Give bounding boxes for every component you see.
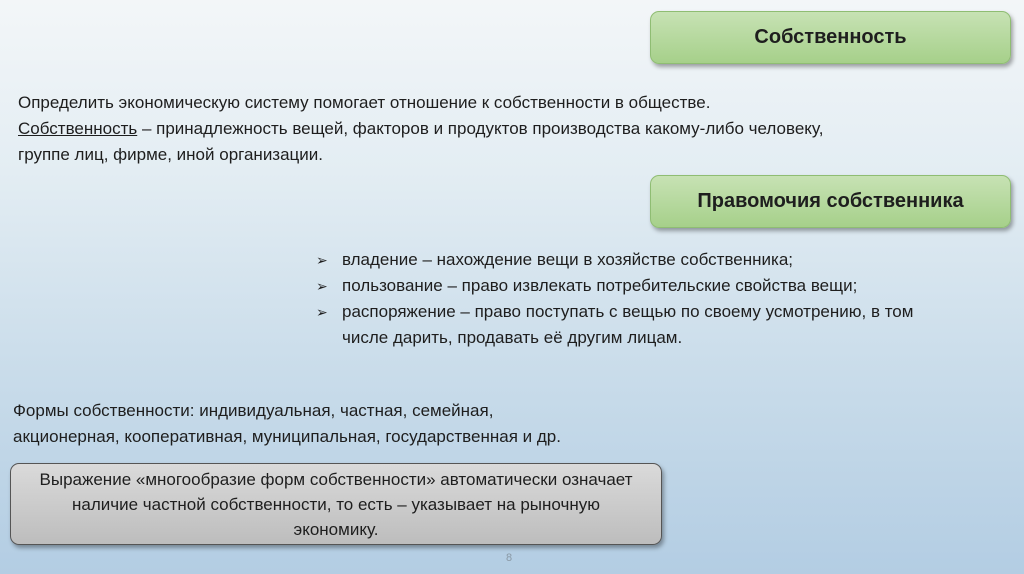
forms-paragraph: [13, 398, 713, 450]
forms-line-2: акционерная, кооперативная, муниципальная, государственная и др.: [13, 427, 561, 446]
ownership-heading-box: [650, 11, 1011, 64]
intro-line-3: группе лиц, фирме, иной организации.: [18, 145, 324, 164]
page-number: 8: [506, 552, 513, 564]
forms-line-1: Формы собственности: индивидуальная, частная, семейная,: [13, 401, 494, 420]
list-item: [316, 273, 916, 299]
note-text: Выражение «многообразие форм собственности» автоматически означает наличие частной собственности, то есть – указывает на рыночную экономику.: [39, 469, 633, 539]
right-use: пользование – право извлекать потребительские свойства вещи;: [342, 276, 858, 295]
intro-line-2: [18, 116, 998, 142]
intro-paragraph: [18, 90, 998, 168]
list-item: [316, 299, 916, 351]
arrow-bullet-icon: ➢: [316, 304, 328, 320]
note-box: [10, 463, 662, 545]
rights-heading: Правомочия собственника: [697, 190, 964, 212]
ownership-term: Собственность: [18, 119, 138, 138]
rights-heading-box: [650, 175, 1011, 228]
ownership-heading: Собственность: [754, 26, 907, 48]
intro-line-1: Определить экономическую систему помогает отношение к собственности в обществе.: [18, 93, 711, 112]
rights-list: [316, 247, 916, 351]
right-disposal: распоряжение – право поступать с вещью по своему усмотрению, в том числе дарить, продавать её другим лицам.: [342, 302, 914, 347]
right-possession: владение – нахождение вещи в хозяйстве собственника;: [342, 250, 794, 269]
ownership-definition: – принадлежность вещей, факторов и продуктов производства какому-либо человеку,: [137, 119, 824, 138]
list-item: [316, 247, 916, 273]
arrow-bullet-icon: ➢: [316, 252, 328, 268]
arrow-bullet-icon: ➢: [316, 278, 328, 294]
